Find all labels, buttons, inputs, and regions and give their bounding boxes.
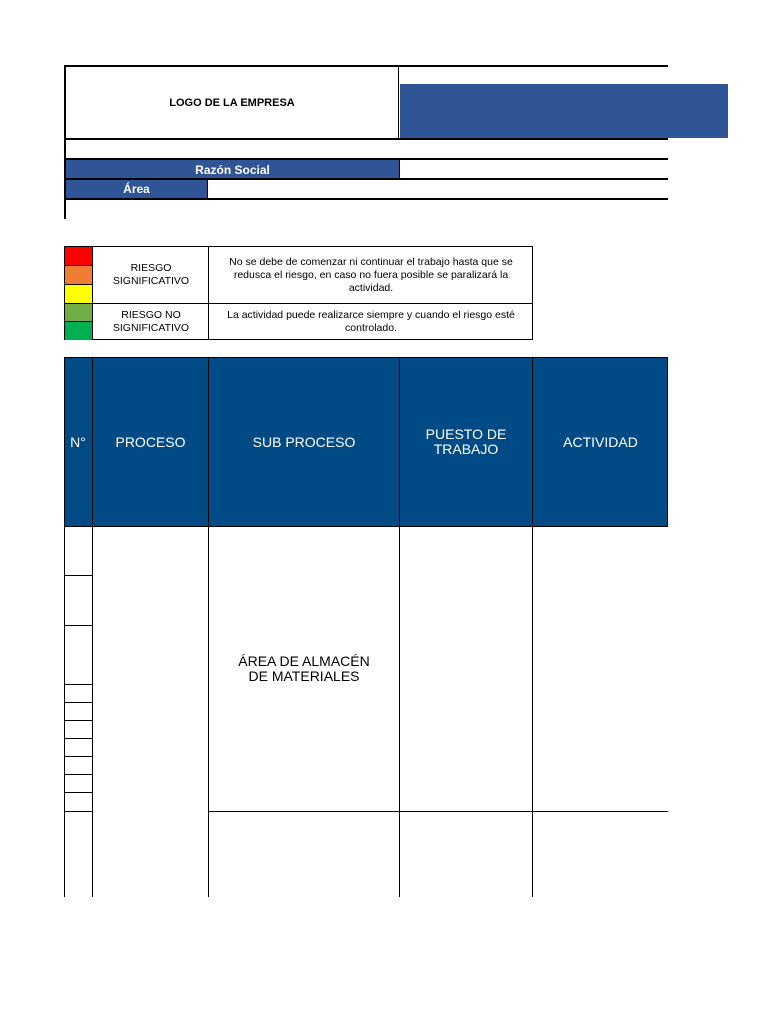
column-header-puesto-de-trabajo: PUESTO DE TRABAJO — [425, 426, 507, 457]
number-row-line — [64, 720, 93, 721]
column-header-actividad: ACTIVIDAD — [563, 433, 638, 450]
legend-swatch-orange — [65, 266, 93, 285]
column-header-sub-proceso: SUB PROCESO — [252, 433, 356, 450]
legend-swatch-yellow — [65, 285, 93, 304]
area-field[interactable] — [207, 180, 668, 198]
grid-line-col1 — [92, 357, 93, 897]
grid-line-col3 — [399, 357, 400, 897]
razon-social-label: Razón Social — [66, 160, 399, 179]
grid-line-right — [667, 357, 668, 526]
logo-bottom-border — [64, 138, 668, 140]
razon-social-field[interactable] — [399, 160, 668, 179]
number-row-line — [64, 625, 93, 626]
number-row-line — [64, 792, 93, 793]
column-header-number: N° — [70, 433, 86, 450]
logo-divider — [398, 65, 399, 139]
legend-significant-description: No se debe de comenzar ni continuar el trabajo hasta que se redusca el riesgo, en caso no fuera posible se paralizará la actividad. — [229, 255, 513, 294]
subproceso-row-bottom-border — [208, 811, 668, 812]
legend-not-significant-label: RIESGO NO SIGNIFICATIVO — [112, 309, 190, 334]
area-bottom-border — [64, 198, 668, 200]
grid-line-left — [64, 357, 65, 897]
number-row-line — [64, 702, 93, 703]
number-row-line — [64, 738, 93, 739]
number-row-line — [64, 811, 93, 812]
risk-legend — [64, 246, 533, 340]
company-logo-placeholder — [66, 67, 398, 138]
legend-not-significant-description: La actividad puede realizarce siempre y cuando el riesgo esté controlado. — [227, 309, 515, 334]
column-header-proceso: PROCESO — [115, 433, 186, 450]
title-banner — [400, 84, 728, 138]
grid-line-col4 — [532, 357, 533, 897]
legend-significant-label: RIESGO SIGNIFICATIVO — [112, 262, 190, 287]
number-row-line — [64, 684, 93, 685]
legend-swatch-green — [65, 322, 93, 340]
risk-table — [64, 357, 668, 897]
sub-proceso-cell: ÁREA DE ALMACÉN DE MATERIALES — [238, 653, 370, 684]
logo-text: LOGO DE LA EMPRESA — [169, 96, 295, 109]
number-row-line — [64, 756, 93, 757]
number-row-line — [64, 774, 93, 775]
legend-swatch-red — [65, 247, 93, 266]
legend-swatch-light-green — [65, 304, 93, 322]
number-row-line — [64, 575, 93, 576]
area-label: Área — [66, 180, 207, 198]
